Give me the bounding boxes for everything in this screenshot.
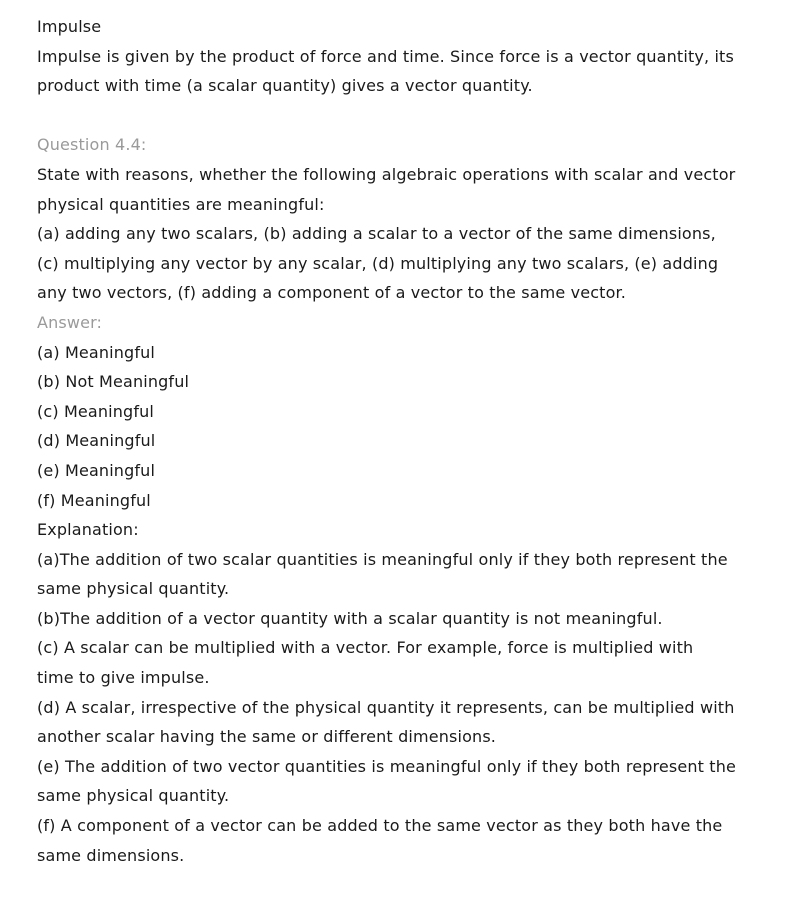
section-spacer — [37, 101, 767, 131]
explanation-line: (f) A component of a vector can be added to the same vector as they both have the — [37, 816, 723, 836]
answer-item: (b) Not Meaningful — [37, 372, 190, 392]
explanation-label: Explanation: — [37, 520, 139, 540]
impulse-text-line: product with time (a scalar quantity) gives a vector quantity. — [37, 76, 533, 96]
question-line: (a) adding any two scalars, (b) adding a scalar to a vector of the same dimensions, — [37, 224, 716, 244]
question-line: (c) multiplying any vector by any scalar, (d) multiplying any two scalars, (e) adding — [37, 253, 719, 273]
answer-item: (f) Meaningful — [37, 490, 151, 510]
explanation-line: (e) The addition of two vector quantities is meaningful only if they both represent the — [37, 756, 737, 776]
question-line: any two vectors, (f) adding a component of a vector to the same vector. — [37, 283, 627, 303]
impulse-heading: Impulse — [37, 17, 102, 36]
explanation-line: (b)The addition of a vector quantity with a scalar quantity is not meaningful. — [37, 608, 663, 628]
explanation-line: (a)The addition of two scalar quantities is meaningful only if they both represent the — [37, 549, 728, 569]
explanation-line: same dimensions. — [37, 845, 185, 865]
answer-label: Answer: — [37, 312, 103, 332]
explanation-line: (c) A scalar can be multiplied with a vector. For example, force is multiplied with — [37, 638, 694, 658]
question-line: State with reasons, whether the following algebraic operations with scalar and vector — [37, 164, 736, 184]
answer-item: (e) Meaningful — [37, 460, 156, 480]
explanation-line: same physical quantity. — [37, 786, 230, 806]
explanation-line: same physical quantity. — [37, 579, 230, 599]
answer-item: (a) Meaningful — [37, 342, 156, 362]
explanation-line: time to give impulse. — [37, 668, 210, 688]
explanation-line: another scalar having the same or different dimensions. — [37, 727, 497, 747]
impulse-text-line: Impulse is given by the product of force and time. Since force is a vector quantity, its — [37, 46, 734, 66]
answer-item: (c) Meaningful — [37, 401, 155, 421]
question-line: physical quantities are meaningful: — [37, 194, 325, 214]
answer-item: (d) Meaningful — [37, 431, 156, 451]
question-label: Question 4.4: — [37, 135, 147, 155]
explanation-line: (d) A scalar, irrespective of the physical quantity it represents, can be multiplied with — [37, 697, 735, 717]
